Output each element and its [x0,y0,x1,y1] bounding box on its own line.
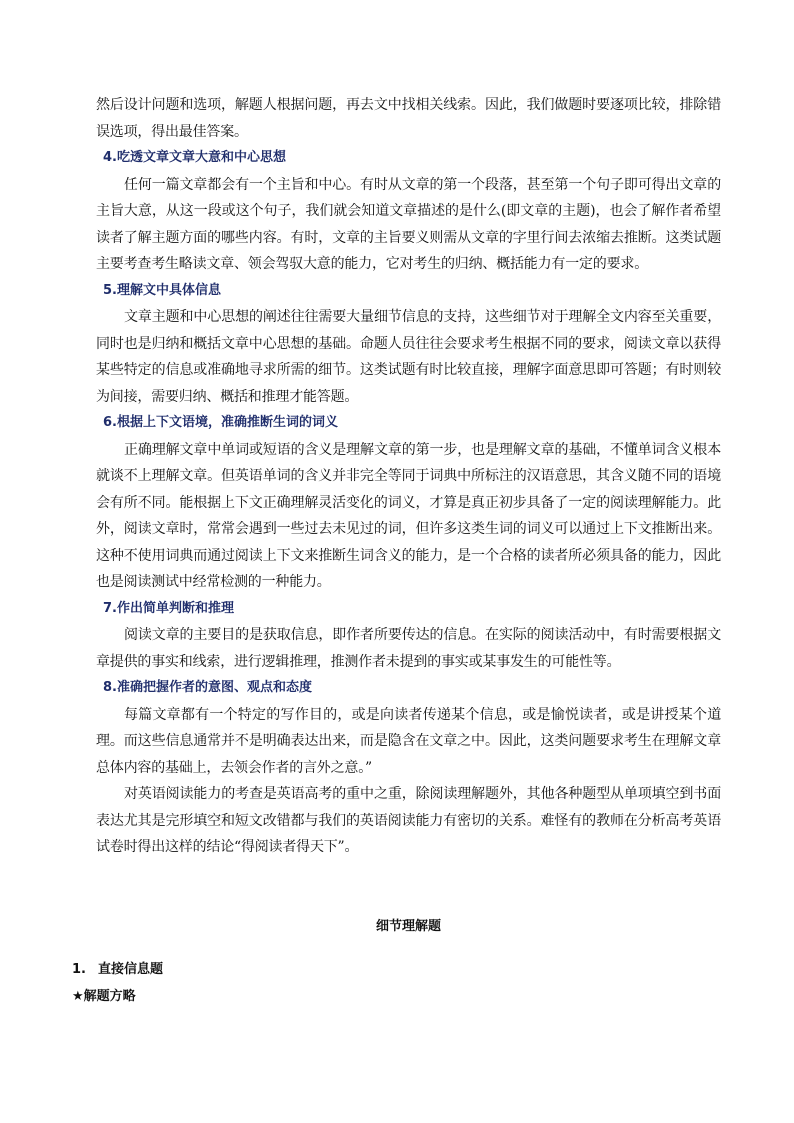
paragraph-author-intent: 每篇文章都有一个特定的写作目的，或是向读者传递某个信息，或是愉悦读者，或是讲授某个道理。而这些信息通常并不是明确表达出来，而是隐含在文章之中。因此，这类问题要求考生在理解文章总体内容的基础上，去领会作者的言外之意。” [96,706,721,776]
heading-word-meaning: 6.根据上下文语境，准确推断生词的词义 [103,415,338,430]
paragraph-specific-info: 文章主题和中心思想的阐述往往需要大量细节信息的支持，这些细节对于理解全文内容至关重要，同时也是归纳和概括文章中心思想的基础。命题人员往往会要求考生根据不同的要求，阅读文章以获得某些特定的信息或准确地寻求所需的细节。这类试题有时比较直接，理解字面意思即可答题；有时则较为间接，需要归纳、概括和推理才能答题。 [96,309,721,405]
spacer [96,861,721,914]
paragraph-conclusion: 对英语阅读能力的考查是英语高考的重中之重，除阅读理解题外，其他各种题型从单项填空到书面表达尤其是完形填空和短文改错都与我们的英语阅读能力有密切的关系。难怪有的教师在分析高考英语试卷时得出这样的结论“得阅读者得天下”。 [96,786,721,855]
item-label: 直接信息题 [98,962,164,977]
document-body [96,92,721,940]
numbered-item [72,957,163,984]
paragraph-word-meaning: 正确理解文章中单词或短语的含义是理解文章的第一步，也是理解文章的基础，不懂单词含义根本就谈不上理解文章。但英语单词的含义并非完全等同于词典中所标注的汉语意思，其含义随不同的语境会有所不同。能根据上下文正确理解灵活变化的词义，才算是真正初步具备了一定的阅读理解能力。此外，阅读文章时，常常会遇到一些过去未见过的词，但许多这类生词的词义可以通过上下文推断出来。这种不使用词典而通过阅读上下文来推断生词含义的能力，是一个合格的读者所必须具备的能力，因此也是阅读测试中经常检测的一种能力。 [96,441,721,590]
section-title: 细节理解题 [375,918,441,934]
heading-specific-info: 5.理解文中具体信息 [103,282,221,298]
paragraph-inference: 阅读文章的主要目的是获取信息，即作者所要传达的信息。在实际的阅读活动中，有时需要根据文章提供的事实和线索，进行逻辑推理，推测作者未提到的事实或某事发生的可能性等。 [96,627,721,670]
paragraph-main-idea: 任何一篇文章都会有一个主旨和中心。有时从文章的第一个段落，甚至第一个句子即可得出文章的主旨大意，从这一段或这个句子，我们就会知道文章描述的是什么(即文章的主题)，也会了解作者希望读者了解主题方面的哪些内容。有时，文章的主旨要义则需从文章的字里行间去浓缩去推断。这类试题主要考查考生略读文章、领会驾驭大意的能力，它对考生的归纳、概括能力有一定的要求。 [96,176,721,272]
heading-inference: 7.作出简单判断和推理 [103,600,234,616]
paragraph-intro: 然后设计问题和选项，解题人根据问题，再去文中找相关线索。因此，我们做题时要逐项比较，排除错误选项，得出最佳答案。 [96,97,721,140]
heading-main-idea: 4.吃透文章文章大意和中心思想 [103,150,286,165]
item-number: 1. [72,962,86,977]
heading-author-intent: 8.准确把握作者的意图、观点和态度 [103,680,312,695]
subheading-strategy: ★解题方略 [72,989,136,1004]
